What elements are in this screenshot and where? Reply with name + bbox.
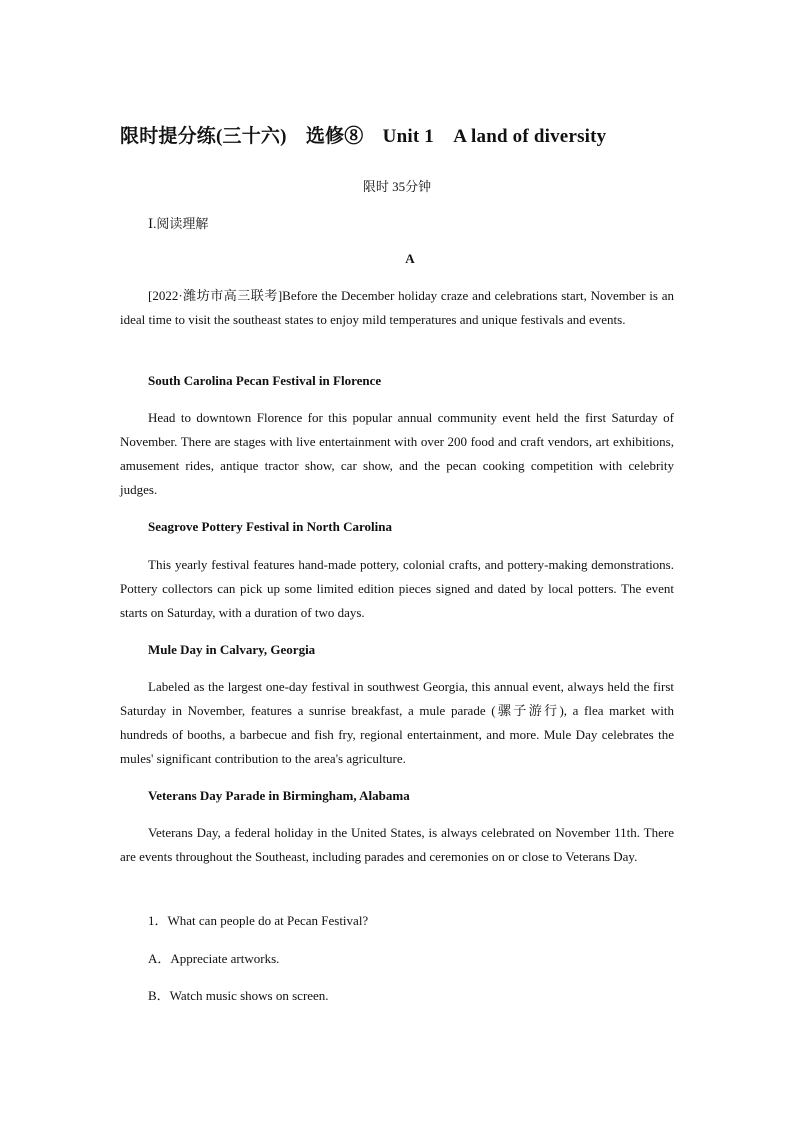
page-title: 限时提分练(三十六) 选修⑧ Unit 1 A land of diversity [120, 126, 607, 147]
event-heading-pottery: Seagrove Pottery Festival in North Carolina [148, 519, 392, 534]
event-heading-veterans-day: Veterans Day Parade in Birmingham, Alabama [148, 788, 410, 803]
event-heading-pecan: South Carolina Pecan Festival in Florence [148, 373, 382, 388]
passage-label: A [405, 251, 415, 266]
passage-intro: [2022·潍坊市高三联考]Before the December holiday craze and celebrations start, November is an ideal time to visit the southeast states to enjoy mild temperatures and unique festivals and events. [120, 288, 674, 327]
time-limit: 限时 35分钟 [362, 179, 432, 194]
event-body-veterans-day: Veterans Day, a federal holiday in the United States, is always celebrated on November 11th. There are events throughout the Southeast, including parades and ceremonies on or close to Veterans Day. [120, 825, 674, 864]
question-option-a: A．Appreciate artworks. [148, 951, 280, 966]
section-label: Ⅰ.阅读理解 [148, 216, 209, 231]
event-body-mule-day: Labeled as the largest one-day festival in southwest Georgia, this annual event, always held the first Saturday in November, features a sunrise breakfast, a mule parade (骡子游行), a flea market with hundreds of booths, a barbecue and fish fry, regional entertainment, and more. Mule Day celebrates the mules' significant contribution to the area's agriculture. [120, 679, 674, 766]
question-stem: 1．What can people do at Pecan Festival? [148, 913, 369, 928]
event-body-pottery: This yearly festival features hand-made pottery, colonial crafts, and pottery-making demonstrations. Pottery collectors can pick up some limited edition pieces signed and dated by local potters. The event starts on Saturday, with a duration of two days. [120, 557, 674, 620]
event-body-pecan: Head to downtown Florence for this popular annual community event held the first Saturday of November. There are stages with live entertainment with over 200 food and craft vendors, art exhibitions, amusement rides, antique tractor show, car show, and the pecan cooking competition with celebrity judges. [120, 410, 674, 497]
event-heading-mule-day: Mule Day in Calvary, Georgia [148, 642, 316, 657]
question-option-b: B．Watch music shows on screen. [148, 988, 329, 1003]
